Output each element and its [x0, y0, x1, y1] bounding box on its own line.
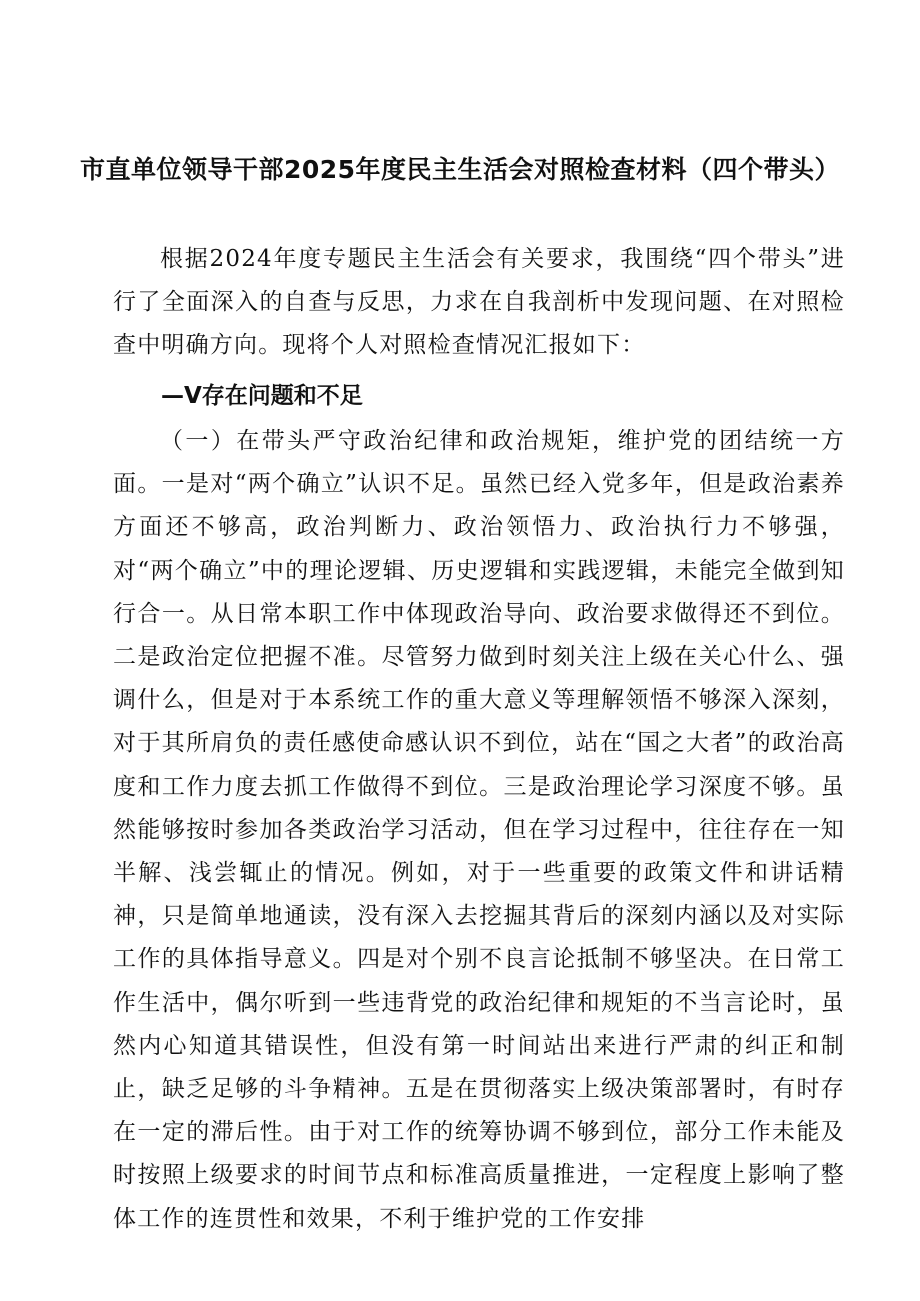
- intro-paragraph: 根据2024年度专题民主生活会有关要求，我围绕“四个带头”进行了全面深入的自查与反思，力求在自我剖析中发现问题、在对照检查中明确方向。现将个人对照检查情况汇报如下：: [113, 246, 845, 359]
- section-heading: —V存在问题和不足: [161, 383, 363, 409]
- body-paragraph: （一）在带头严守政治纪律和政治规矩，维护党的团结统一方面。一是对“两个确立”认识不足。虽然已经入党多年，但是政治素养方面还不够高，政治判断力、政治领悟力、政治执行力不够强，对“两个确立”中的理论逻辑、历史逻辑和实践逻辑，未能完全做到知行合一。从日常本职工作中体现政治导向、政治要求做得还不到位。二是政治定位把握不准。尽管努力做到时刻关注上级在关心什么、强调什么，但是对于本系统工作的重大意义等理解领悟不够深入深刻，对于其所肩负的责任感使命感认识不到位，站在“国之大者”的政治高度和工作力度去抓工作做得不到位。三是政治理论学习深度不够。虽然能够按时参加各类政治学习活动，但在学习过程中，往往存在一知半解、浅尝辄止的情况。例如，对于一些重要的政策文件和讲话精神，只是简单地通读，没有深入去挖掘其背后的深刻内涵以及对实际工作的具体指导意义。四是对个别不良言论抵制不够坚决。在日常工作生活中，偶尔听到一些违背党的政治纪律和规矩的不当言论时，虽然内心知道其错误性，但没有第一时间站出来进行严肃的纠正和制止，缺乏足够的斗争精神。五是在贯彻落实上级决策部署时，有时存在一定的滞后性。由于对工作的统筹协调不够到位，部分工作未能及时按照上级要求的时间节点和标准高质量推进，一定程度上影响了整体工作的连贯性和效果，不利于维护党的工作安排: [113, 428, 845, 1232]
- document-title: 市直单位领导干部2025年度民主生活会对照检查材料（四个带头）: [79, 155, 841, 184]
